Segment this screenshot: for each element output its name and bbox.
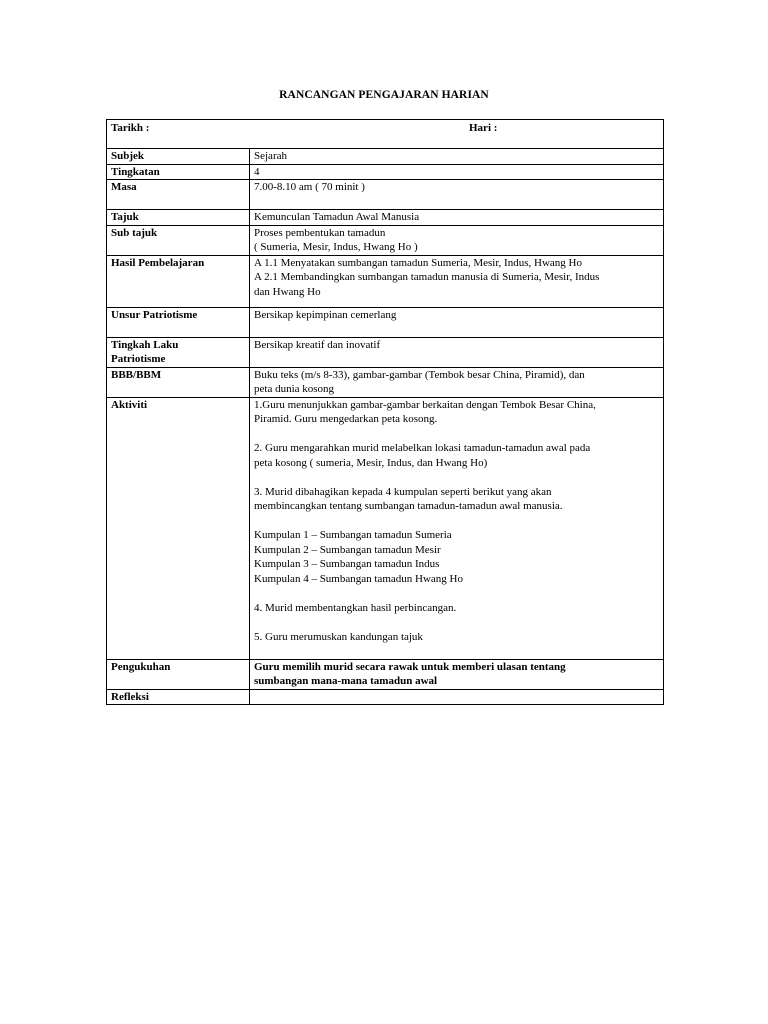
aktiviti-5: 5. Guru merumuskan kandungan tajuk — [254, 630, 423, 643]
bbb-label: BBB/BBM — [107, 367, 250, 397]
kumpulan-1: Kumpulan 1 – Sumbangan tamadun Sumeria — [254, 529, 452, 541]
subjek-value: Sejarah — [250, 149, 664, 165]
aktiviti-4: 4. Murid membentangkan hasil perbincangan. — [254, 601, 457, 614]
aktiviti-3-line1: 3. Murid dibahagikan kepada 4 kumpulan seperti berikut yang akan — [254, 485, 552, 498]
tingkatan-label: Tingkatan — [107, 164, 250, 180]
aktiviti-1-line2: Piramid. Guru mengedarkan peta kosong. — [254, 413, 438, 425]
hasil-label: Hasil Pembelajaran — [107, 255, 250, 307]
refleksi-value — [250, 689, 664, 705]
row-tajuk — [107, 210, 664, 226]
aktiviti-3-line2: membincangkan tentang sumbangan tamadun-tamadun awal manusia. — [254, 500, 563, 512]
pengukuhan-value — [250, 659, 664, 689]
unsur-label: Unsur Patriotisme — [107, 307, 250, 337]
row-unsur — [107, 307, 664, 337]
masa-label: Masa — [107, 180, 250, 210]
row-tingkatan — [107, 164, 664, 180]
tingkah-label-line2: Patriotisme — [111, 353, 166, 365]
tajuk-label: Tajuk — [107, 210, 250, 226]
hasil-line3: dan Hwang Ho — [254, 285, 321, 298]
refleksi-label: Refleksi — [107, 689, 250, 705]
kumpulan-3: Kumpulan 3 – Sumbangan tamadun Indus — [254, 558, 440, 570]
row-sub-tajuk — [107, 225, 664, 255]
hasil-line1: A 1.1 Menyatakan sumbangan tamadun Sumeria, Mesir, Indus, Hwang Ho — [254, 256, 582, 269]
tarikh-label: Tarikh : — [111, 122, 150, 134]
bbb-value — [250, 367, 664, 397]
unsur-value: Bersikap kepimpinan cemerlang — [250, 307, 664, 337]
sub-tajuk-label: Sub tajuk — [107, 225, 250, 255]
aktiviti-1-line1: 1.Guru menunjukkan gambar-gambar berkaitan dengan Tembok Besar China, — [254, 398, 596, 411]
hasil-value — [250, 255, 664, 307]
bbb-line2: peta dunia kosong — [254, 383, 335, 395]
subjek-label: Subjek — [107, 149, 250, 165]
header-cell — [107, 120, 664, 149]
hasil-line2: A 2.1 Membandingkan sumbangan tamadun manusia di Sumeria, Mesir, Indus — [254, 271, 600, 283]
tajuk-value: Kemunculan Tamadun Awal Manusia — [250, 210, 664, 226]
row-subjek — [107, 149, 664, 165]
hari-label: Hari : — [469, 122, 498, 134]
aktiviti-2-line1: 2. Guru mengarahkan murid melabelkan lokasi tamadun-tamadun awal pada — [254, 442, 591, 454]
row-refleksi — [107, 689, 664, 705]
sub-tajuk-value — [250, 225, 664, 255]
header-row — [107, 120, 664, 149]
kumpulan-2: Kumpulan 2 – Sumbangan tamadun Mesir — [254, 543, 441, 556]
tingkah-value: Bersikap kreatif dan inovatif — [250, 337, 664, 367]
kumpulan-4: Kumpulan 4 – Sumbangan tamadun Hwang Ho — [254, 572, 463, 585]
row-hasil — [107, 255, 664, 307]
sub-tajuk-line1: Proses pembentukan tamadun — [254, 226, 386, 239]
tingkah-label — [107, 337, 250, 367]
tingkah-label-line1: Tingkah Laku — [111, 338, 179, 351]
document-title: RANCANGAN PENGAJARAN HARIAN — [279, 89, 489, 101]
aktiviti-label: Aktiviti — [107, 397, 250, 659]
pengukuhan-line1: Guru memilih murid secara rawak untuk memberi ulasan tentang — [254, 660, 566, 673]
bbb-line1: Buku teks (m/s 8-33), gambar-gambar (Tembok besar China, Piramid), dan — [254, 368, 585, 381]
row-pengukuhan — [107, 659, 664, 689]
tingkatan-value: 4 — [250, 164, 664, 180]
pengukuhan-label: Pengukuhan — [107, 659, 250, 689]
aktiviti-2-line2: peta kosong ( sumeria, Mesir, Indus, dan Hwang Ho) — [254, 456, 488, 469]
masa-value: 7.00-8.10 am ( 70 minit ) — [250, 180, 664, 210]
aktiviti-value — [250, 397, 664, 659]
row-masa — [107, 180, 664, 210]
row-aktiviti — [107, 397, 664, 659]
row-bbb — [107, 367, 664, 397]
pengukuhan-line2: sumbangan mana-mana tamadun awal — [254, 675, 438, 687]
lesson-plan-table — [106, 119, 664, 705]
sub-tajuk-line2: ( Sumeria, Mesir, Indus, Hwang Ho ) — [254, 241, 418, 253]
row-tingkah — [107, 337, 664, 367]
